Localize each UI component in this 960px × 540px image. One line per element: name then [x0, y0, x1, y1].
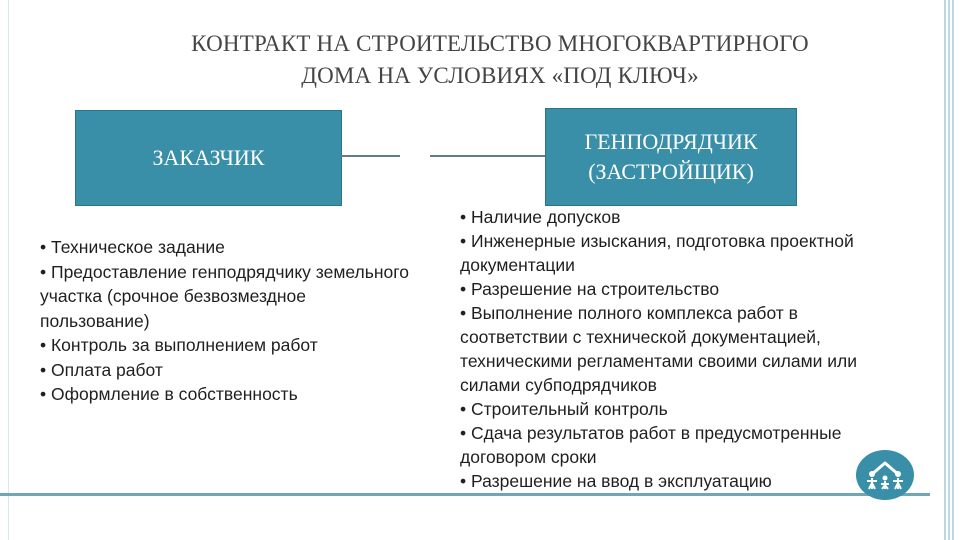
contractor-label-line-1: ГЕНПОДРЯДЧИК [584, 129, 758, 154]
list-item: • Строительный контроль [460, 399, 668, 419]
contractor-duties-list [460, 205, 900, 493]
list-item: • Контроль за выполнением работ [40, 335, 318, 355]
title-line-1: КОНТРАКТ НА СТРОИТЕЛЬСТВО МНОГОКВАРТИРНОГО [191, 31, 809, 56]
list-item: • Оформление в собственность [40, 384, 298, 404]
contractor-label-line-2: (ЗАСТРОЙЩИК) [588, 159, 754, 184]
customer-box [75, 110, 342, 206]
contractor-box [545, 108, 797, 206]
title-line-2: ДОМА НА УСЛОВИЯХ «ПОД КЛЮЧ» [301, 63, 699, 88]
right-decor-stripe [944, 0, 954, 540]
customer-duties-list [40, 235, 410, 407]
list-item: • Инженерные изыскания, подготовка проектной документации [460, 231, 854, 275]
list-item: • Выполнение полного комплекса работ в соответствии с технической документацией, техническими регламентами своими силами или силами субподрядчиков [460, 303, 858, 395]
list-item: • Разрешение на ввод в эксплуатацию [460, 471, 772, 491]
bottom-divider [0, 493, 930, 496]
list-item: • Разрешение на строительство [460, 279, 720, 299]
list-item: • Наличие допусков [460, 207, 621, 227]
family-house-icon [856, 450, 914, 500]
list-item: • Предоставление генподрядчику земельного участка (срочное безвозмездное пользование) [40, 261, 409, 331]
list-item: • Оплата работ [40, 359, 163, 380]
customer-label: ЗАКАЗЧИК [152, 145, 265, 170]
connector-line [340, 155, 545, 157]
list-item: • Техническое задание [40, 237, 225, 257]
left-border-line [8, 0, 9, 540]
connector-gap [400, 154, 430, 158]
page-title [90, 28, 910, 92]
list-item: • Сдача результатов работ в предусмотренные договором сроки [460, 423, 842, 467]
